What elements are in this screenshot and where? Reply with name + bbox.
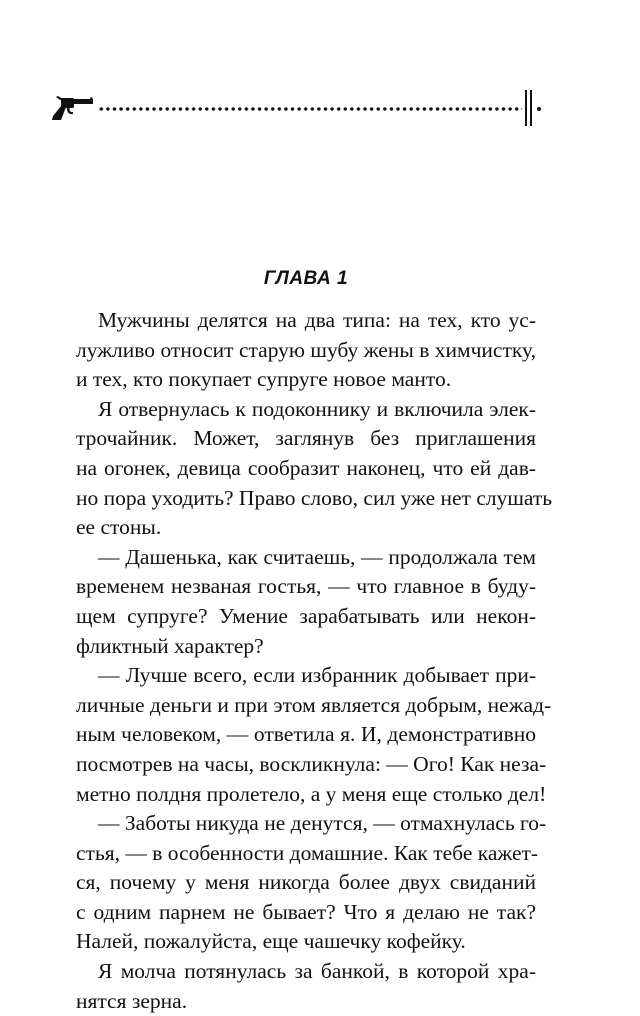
revolver-icon	[50, 94, 94, 122]
text-line: временем незваная гостья, — что главное в буду-	[76, 574, 536, 599]
text-line: посмотрев на часы, воскликнула: — Ого! Как неза-	[76, 751, 547, 776]
text-line: но пора уходить? Право слово, сил уже нет слушать	[76, 485, 553, 510]
text-line: Мужчины делятся на два типа: на тех, кто ус-	[98, 308, 536, 332]
text-line: с одним парнем не бывает? Что я делаю не так?	[76, 899, 536, 924]
text-line: щем супруге? Умение зарабатывать или некон-	[76, 603, 536, 628]
text-line: Я молча потянулась за банкой, в которой хра-	[98, 959, 536, 984]
text-line: Я отвернулась к подоконнику и включила элек-	[98, 396, 536, 421]
text-line: фликтный характер?	[76, 633, 264, 658]
text-line: — Лучше всего, если избранник добывает при-	[98, 663, 536, 688]
dot-leader	[98, 106, 522, 112]
paragraph	[76, 957, 536, 1016]
paragraph	[76, 661, 552, 809]
text-line: стья, — в особенности домашние. Как тебе кажет-	[76, 840, 539, 865]
text-line: личные деньги и при этом является добрым, нежад-	[76, 692, 552, 717]
text-line: ным человеком, — ответила я. И, демонстративно	[76, 722, 536, 747]
chapter-body	[76, 306, 553, 1016]
running-header	[50, 88, 550, 128]
text-line: нятся зерна.	[76, 988, 188, 1013]
paragraph	[76, 306, 536, 395]
text-line: метно полдня пролетело, а у меня еще столько дел!	[76, 781, 547, 806]
text-line: и тех, кто покупает супруге новое манто.	[76, 367, 452, 392]
text-line: лужливо относит старую шубу жены в химчистку,	[76, 337, 536, 362]
header-end-dot	[537, 107, 541, 111]
text-line: Налей, пожалуйста, еще чашечку кофейку.	[76, 929, 466, 954]
chapter-title: ГЛАВА 1	[263, 268, 349, 289]
text-line: на огонек, девица сообразит наконец, что ей дав-	[76, 455, 536, 480]
text-line: ее стоны.	[76, 515, 162, 540]
header-bracket	[524, 90, 536, 126]
paragraph	[76, 543, 536, 661]
text-line: — Заботы никуда не денутся, — отмахнулась го-	[98, 811, 547, 836]
paragraph	[76, 395, 553, 543]
text-line: — Дашенька, как считаешь, — продолжала тем	[98, 544, 536, 569]
text-line: трочайник. Может, заглянув без приглашения	[76, 426, 536, 451]
paragraph	[76, 809, 547, 957]
text-line: ся, почему у меня никогда более двух свиданий	[76, 870, 536, 895]
